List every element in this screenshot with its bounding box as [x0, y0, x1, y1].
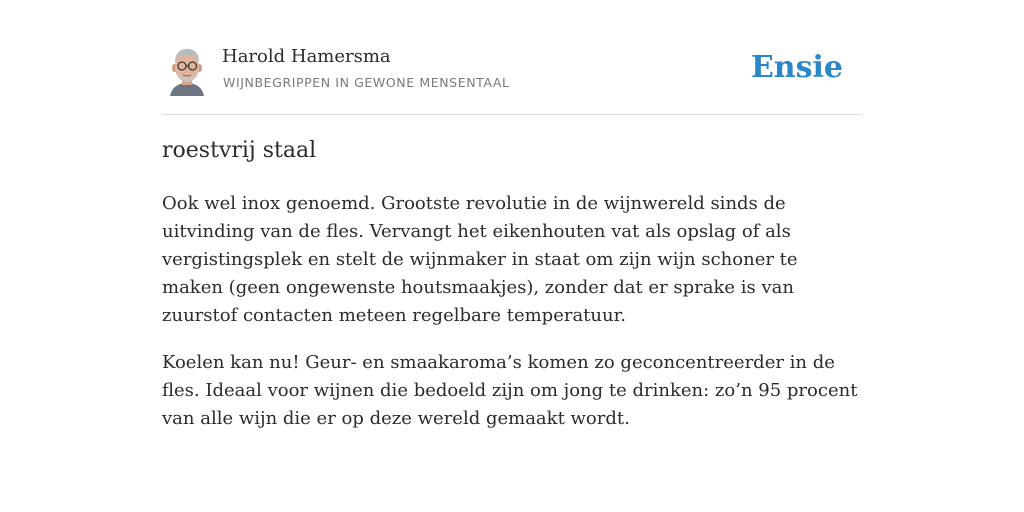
author-header [162, 40, 862, 115]
ensie-logo[interactable]: Ensie [750, 50, 843, 85]
entry-title: roestvrij staal [162, 138, 317, 163]
entry-paragraph: Ook wel inox genoemd. Grootste revolutie in de wijnwereld sinds de uitvinding van de fles. Vervangt het eikenhouten vat als opslag of als vergistingsplek en stelt de wijnmaker in staat om zijn wijn schoner te maken (geen ongewenste houtsmaakjes), zonder dat er sprake is van zuurstof contacten meteen regelbare temperatuur. [162, 193, 798, 326]
author-tagline: WIJNBEGRIPPEN IN GEWONE MENSENTAAL [223, 75, 510, 90]
author-portrait-icon [166, 46, 208, 96]
entry-paragraph: Koelen kan nu! Geur- en smaakaroma’s komen zo geconcentreerder in de fles. Ideaal voor wijnen die bedoeld zijn om jong te drinken: zo’n 95 procent van alle wijn die er op deze wereld gemaakt wordt. [162, 352, 858, 429]
author-name[interactable]: Harold Hamersma [222, 46, 391, 67]
entry-body [162, 190, 862, 452]
author-avatar[interactable] [166, 46, 208, 96]
